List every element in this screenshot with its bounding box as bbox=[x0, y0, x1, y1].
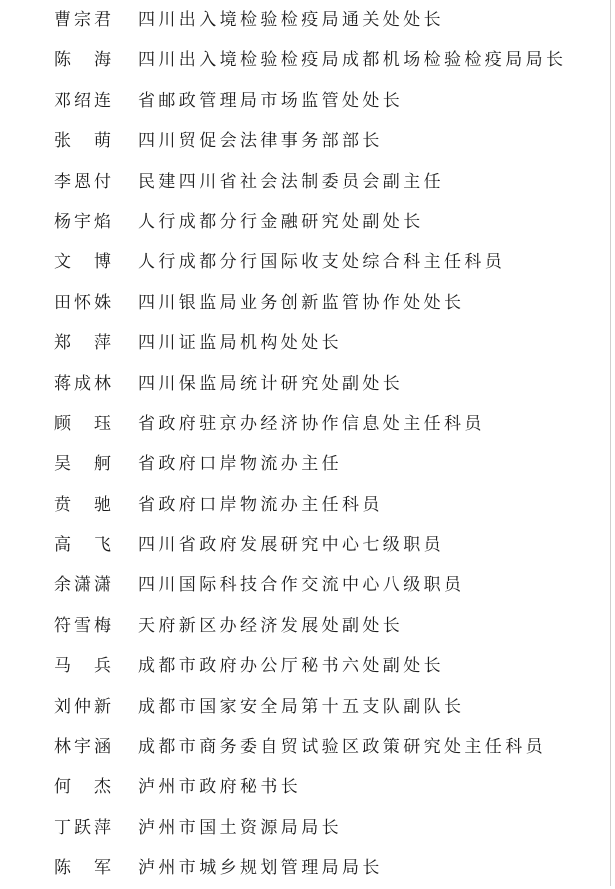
member-title: 人行成都分行金融研究处副处长 bbox=[138, 211, 424, 232]
list-item bbox=[0, 404, 605, 444]
member-title: 天府新区办经济发展处副处长 bbox=[138, 615, 404, 636]
member-title: 民建四川省社会法制委员会副主任 bbox=[138, 171, 444, 192]
member-title: 省政府驻京办经济协作信息处主任科员 bbox=[138, 413, 485, 434]
member-name: 何杰 bbox=[54, 777, 134, 798]
member-name: 张萌 bbox=[54, 131, 134, 152]
member-title: 成都市商务委自贸试验区政策研究处主任科员 bbox=[138, 737, 546, 758]
list-item bbox=[0, 323, 605, 363]
member-title: 泸州市国土资源局局长 bbox=[138, 817, 342, 838]
page-right-border bbox=[610, 0, 611, 886]
member-name: 余潇潇 bbox=[54, 575, 114, 596]
member-name: 马兵 bbox=[54, 656, 134, 677]
member-name: 林宇涵 bbox=[54, 737, 114, 758]
member-title: 四川保监局统计研究处副处长 bbox=[138, 373, 404, 394]
member-title: 省邮政管理局市场监管处处长 bbox=[138, 90, 404, 111]
member-name: 蒋成林 bbox=[54, 373, 114, 394]
member-name: 郑萍 bbox=[54, 333, 134, 354]
list-item bbox=[0, 283, 605, 323]
list-item bbox=[0, 121, 605, 161]
member-name: 陈军 bbox=[54, 858, 134, 879]
list-item bbox=[0, 81, 605, 121]
list-item bbox=[0, 646, 605, 686]
member-title: 成都市政府办公厅秘书六处副处长 bbox=[138, 656, 444, 677]
member-name: 曹宗君 bbox=[54, 10, 114, 30]
member-name: 文博 bbox=[54, 252, 134, 273]
member-title: 人行成都分行国际收支处综合科主任科员 bbox=[138, 252, 506, 273]
member-title: 成都市国家安全局第十五支队副队长 bbox=[138, 696, 465, 717]
member-name: 邓绍连 bbox=[54, 90, 114, 111]
list-item bbox=[0, 242, 605, 282]
list-item bbox=[0, 485, 605, 525]
member-title: 四川出入境检验检疫局通关处处长 bbox=[138, 10, 444, 30]
list-item bbox=[0, 162, 605, 202]
list-item bbox=[0, 565, 605, 605]
list-item bbox=[0, 525, 605, 565]
list-item bbox=[0, 364, 605, 404]
list-item bbox=[0, 0, 605, 40]
list-item bbox=[0, 202, 605, 242]
member-name: 杨宇焰 bbox=[54, 211, 114, 232]
list-item bbox=[0, 687, 605, 727]
list-item bbox=[0, 727, 605, 767]
member-title: 泸州市城乡规划管理局局长 bbox=[138, 858, 383, 879]
member-name: 丁跃萍 bbox=[54, 817, 114, 838]
member-name: 高飞 bbox=[54, 535, 134, 556]
member-name: 顾珏 bbox=[54, 413, 134, 434]
member-title: 省政府口岸物流办主任科员 bbox=[138, 494, 383, 515]
member-name: 田怀姝 bbox=[54, 292, 114, 313]
list-item bbox=[0, 444, 605, 484]
member-title: 省政府口岸物流办主任 bbox=[138, 454, 342, 475]
member-name: 符雪梅 bbox=[54, 615, 114, 636]
member-title: 泸州市政府秘书长 bbox=[138, 777, 302, 798]
list-item bbox=[0, 808, 605, 848]
member-title: 四川贸促会法律事务部部长 bbox=[138, 131, 383, 152]
list-item bbox=[0, 40, 605, 80]
list-item bbox=[0, 767, 605, 807]
member-name: 吴舸 bbox=[54, 454, 134, 475]
member-title: 四川证监局机构处处长 bbox=[138, 333, 342, 354]
member-name: 陈海 bbox=[54, 50, 134, 71]
list-item bbox=[0, 848, 605, 888]
member-title: 四川银监局业务创新监管协作处处长 bbox=[138, 292, 465, 313]
list-item bbox=[0, 606, 605, 646]
member-name: 贲驰 bbox=[54, 494, 134, 515]
member-name: 刘仲新 bbox=[54, 696, 114, 717]
member-title: 四川国际科技合作交流中心八级职员 bbox=[138, 575, 465, 596]
member-title: 四川出入境检验检疫局成都机场检验检疫局局长 bbox=[138, 50, 567, 71]
member-title: 四川省政府发展研究中心七级职员 bbox=[138, 535, 444, 556]
member-name: 李恩付 bbox=[54, 171, 114, 192]
